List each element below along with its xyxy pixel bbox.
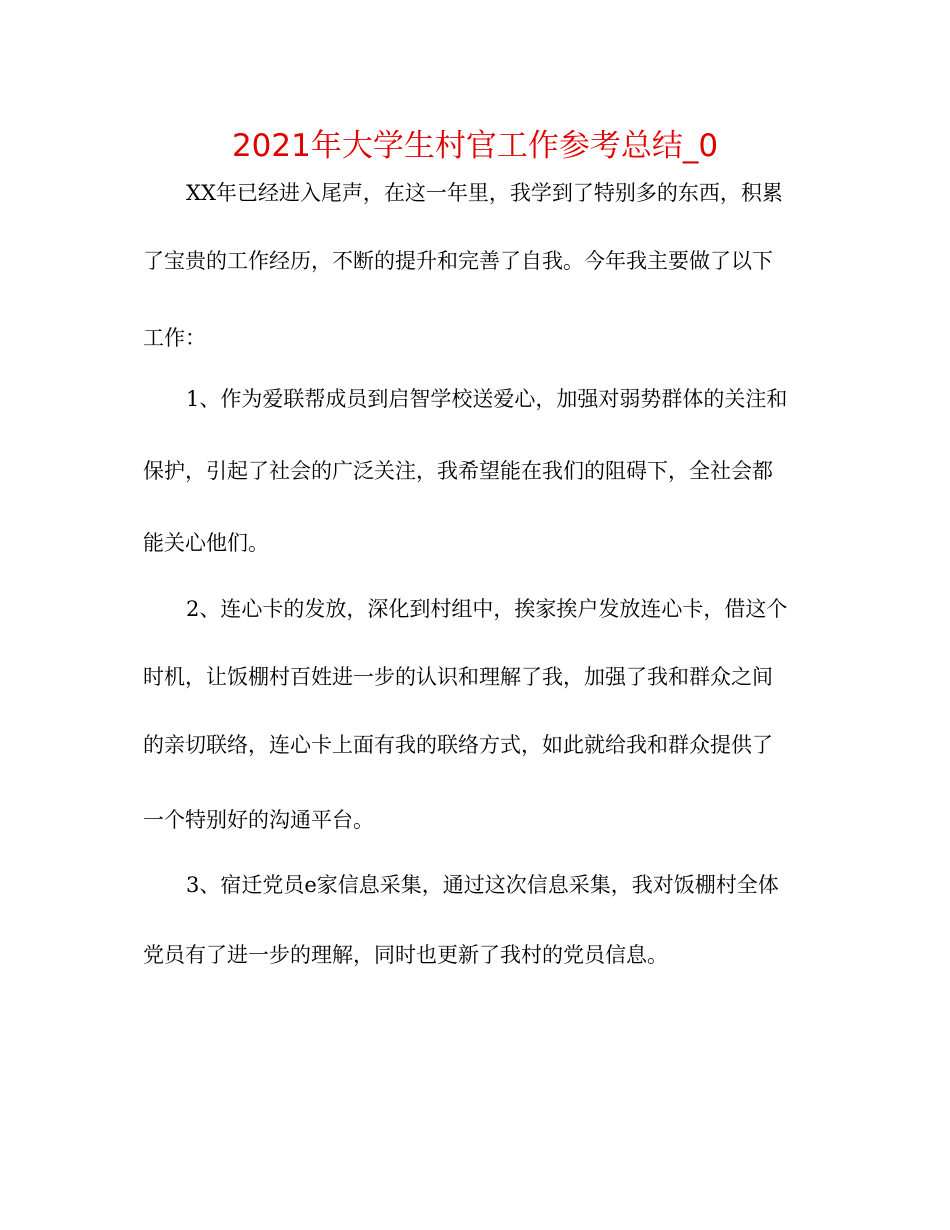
paragraph-line: 工作： [143,326,206,350]
paragraph-line: 时机，让饭棚村百姓进一步的认识和理解了我，加强了我和群众之间 [143,665,773,689]
paragraph-line: 3、宿迁党员e家信息采集，通过这次信息采集，我对饭棚村全体 [186,873,779,897]
paragraph-line: 一个特别好的沟通平台。 [143,808,374,832]
paragraph-line: 保护，引起了社会的广泛关注，我希望能在我们的阻碍下，全社会都 [143,459,773,483]
paragraph-line: 的亲切联络，连心卡上面有我的联络方式，如此就给我和群众提供了 [143,733,773,757]
paragraph-line: XX年已经进入尾声，在这一年里，我学到了特别多的东西，积累 [186,181,783,205]
paragraph-line: 能关心他们。 [143,531,269,555]
paragraph-line: 2、连心卡的发放，深化到村组中，挨家挨户发放连心卡，借这个 [186,597,788,621]
document-title: 2021年大学生村官工作参考总结_0 [231,128,719,164]
paragraph-line: 党员有了进一步的理解，同时也更新了我村的党员信息。 [143,943,668,967]
paragraph-line: 了宝贵的工作经历，不断的提升和完善了自我。今年我主要做了以下 [143,249,773,273]
paragraph-line: 1、作为爱联帮成员到启智学校送爱心，加强对弱势群体的关注和 [186,387,788,411]
